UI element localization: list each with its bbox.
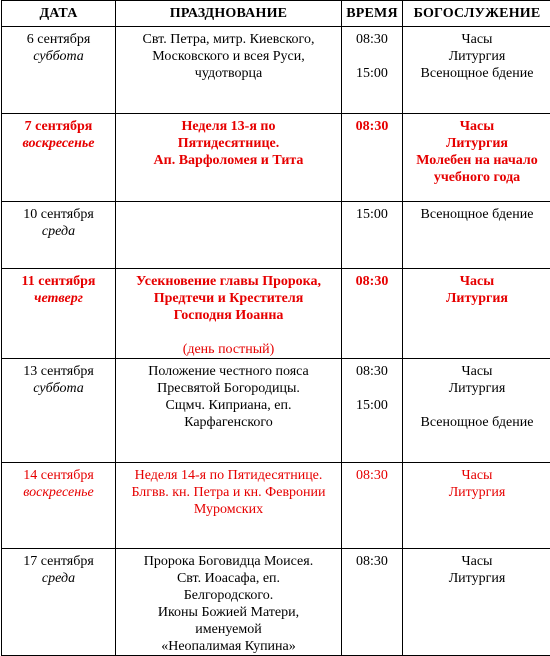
weekday-text: среда bbox=[2, 570, 115, 587]
table-row bbox=[2, 359, 550, 463]
schedule-table bbox=[1, 0, 550, 656]
time-cell bbox=[342, 114, 403, 202]
feast-line: «Неопалимая Купина» bbox=[116, 638, 341, 655]
feast-line: Карфагенского bbox=[116, 414, 341, 431]
feast-line: именуемой bbox=[116, 621, 341, 638]
table-row bbox=[2, 269, 550, 359]
time-cell bbox=[342, 202, 403, 269]
weekday-text: суббота bbox=[2, 380, 115, 397]
feast-line: Муромских bbox=[116, 501, 341, 518]
feast-line: Усекновение главы Пророка, bbox=[116, 273, 341, 290]
service-text: Всенощное бдение bbox=[403, 206, 550, 223]
date-text: 14 сентября bbox=[2, 467, 115, 484]
service-text: Часы bbox=[403, 31, 550, 48]
service-text: Всенощное бдение bbox=[403, 414, 550, 431]
fast-note: (день постный) bbox=[116, 341, 341, 358]
time-text: 08:30 bbox=[342, 467, 402, 484]
service-text: Литургия bbox=[403, 290, 550, 307]
time-text: 08:30 bbox=[342, 118, 402, 135]
table-row bbox=[2, 114, 550, 202]
feast-line: Предтечи и Крестителя bbox=[116, 290, 341, 307]
header-service: БОГОСЛУЖЕНИЕ bbox=[403, 1, 550, 27]
time-cell bbox=[342, 463, 403, 549]
date-text: 7 сентября bbox=[2, 118, 115, 135]
feast-line: Пятидесятнице. bbox=[116, 135, 341, 152]
weekday-text: четверг bbox=[2, 290, 115, 307]
table-row bbox=[2, 463, 550, 549]
weekday-text: воскресенье bbox=[2, 484, 115, 501]
time-text: 08:30 bbox=[342, 553, 402, 570]
feast-line: Иконы Божией Матери, bbox=[116, 604, 341, 621]
feast-line: Положение честного пояса bbox=[116, 363, 341, 380]
date-cell bbox=[2, 202, 116, 269]
service-text: Часы bbox=[403, 363, 550, 380]
weekday-text: среда bbox=[2, 223, 115, 240]
service-text: Часы bbox=[403, 553, 550, 570]
feast-line: Белгородского. bbox=[116, 587, 341, 604]
feast-line: Пророка Боговидца Моисея. bbox=[116, 553, 341, 570]
feast-line: чудотворца bbox=[116, 65, 341, 82]
header-time: ВРЕМЯ bbox=[342, 1, 403, 27]
table-row bbox=[2, 549, 550, 656]
feast-line: Неделя 14-я по Пятидесятнице. bbox=[116, 467, 341, 484]
header-row bbox=[2, 1, 550, 27]
service-text: Литургия bbox=[403, 484, 550, 501]
feast-line: Господня Иоанна bbox=[116, 307, 341, 324]
feast-cell bbox=[116, 114, 342, 202]
date-cell bbox=[2, 27, 116, 114]
feast-cell bbox=[116, 359, 342, 463]
time-text: 15:00 bbox=[342, 397, 402, 414]
feast-line: Сщмч. Киприана, еп. bbox=[116, 397, 341, 414]
header-feast: ПРАЗДНОВАНИЕ bbox=[116, 1, 342, 27]
time-cell bbox=[342, 269, 403, 359]
service-text: Литургия bbox=[403, 570, 550, 587]
service-text: Литургия bbox=[403, 135, 550, 152]
date-text: 11 сентября bbox=[2, 273, 115, 290]
date-cell bbox=[2, 463, 116, 549]
feast-line: Неделя 13-я по bbox=[116, 118, 341, 135]
time-cell bbox=[342, 359, 403, 463]
feast-cell bbox=[116, 549, 342, 656]
time-text: 15:00 bbox=[342, 206, 402, 223]
service-text: Молебен на начало bbox=[403, 152, 550, 169]
feast-line: Пресвятой Богородицы. bbox=[116, 380, 341, 397]
service-cell bbox=[403, 27, 550, 114]
time-text: 08:30 bbox=[342, 363, 402, 380]
service-text: Всенощное бдение bbox=[403, 65, 550, 82]
feast-cell bbox=[116, 269, 342, 359]
service-cell bbox=[403, 463, 550, 549]
feast-line: Московского и всея Руси, bbox=[116, 48, 341, 65]
date-text: 6 сентября bbox=[2, 31, 115, 48]
service-cell bbox=[403, 549, 550, 656]
feast-line: Свт. Петра, митр. Киевского, bbox=[116, 31, 341, 48]
table-row bbox=[2, 27, 550, 114]
date-text: 17 сентября bbox=[2, 553, 115, 570]
header-date: ДАТА bbox=[2, 1, 116, 27]
feast-cell bbox=[116, 463, 342, 549]
feast-line: Ап. Варфоломея и Тита bbox=[116, 152, 341, 169]
date-cell bbox=[2, 114, 116, 202]
time-cell bbox=[342, 27, 403, 114]
feast-line: Свт. Иоасафа, еп. bbox=[116, 570, 341, 587]
service-cell bbox=[403, 202, 550, 269]
date-text: 10 сентября bbox=[2, 206, 115, 223]
time-text: 15:00 bbox=[342, 65, 402, 82]
feast-line: Блгвв. кн. Петра и кн. Февронии bbox=[116, 484, 341, 501]
service-text: Часы bbox=[403, 118, 550, 135]
feast-cell bbox=[116, 202, 342, 269]
service-text: Часы bbox=[403, 273, 550, 290]
time-text: 08:30 bbox=[342, 31, 402, 48]
service-cell bbox=[403, 269, 550, 359]
date-cell bbox=[2, 359, 116, 463]
date-cell bbox=[2, 549, 116, 656]
service-cell bbox=[403, 359, 550, 463]
date-cell bbox=[2, 269, 116, 359]
weekday-text: суббота bbox=[2, 48, 115, 65]
service-text: Литургия bbox=[403, 380, 550, 397]
service-text: учебного года bbox=[403, 169, 550, 186]
weekday-text: воскресенье bbox=[2, 135, 115, 152]
date-text: 13 сентября bbox=[2, 363, 115, 380]
table-row bbox=[2, 202, 550, 269]
feast-cell bbox=[116, 27, 342, 114]
service-cell bbox=[403, 114, 550, 202]
time-text: 08:30 bbox=[342, 273, 402, 290]
service-text: Часы bbox=[403, 467, 550, 484]
service-text: Литургия bbox=[403, 48, 550, 65]
time-cell bbox=[342, 549, 403, 656]
